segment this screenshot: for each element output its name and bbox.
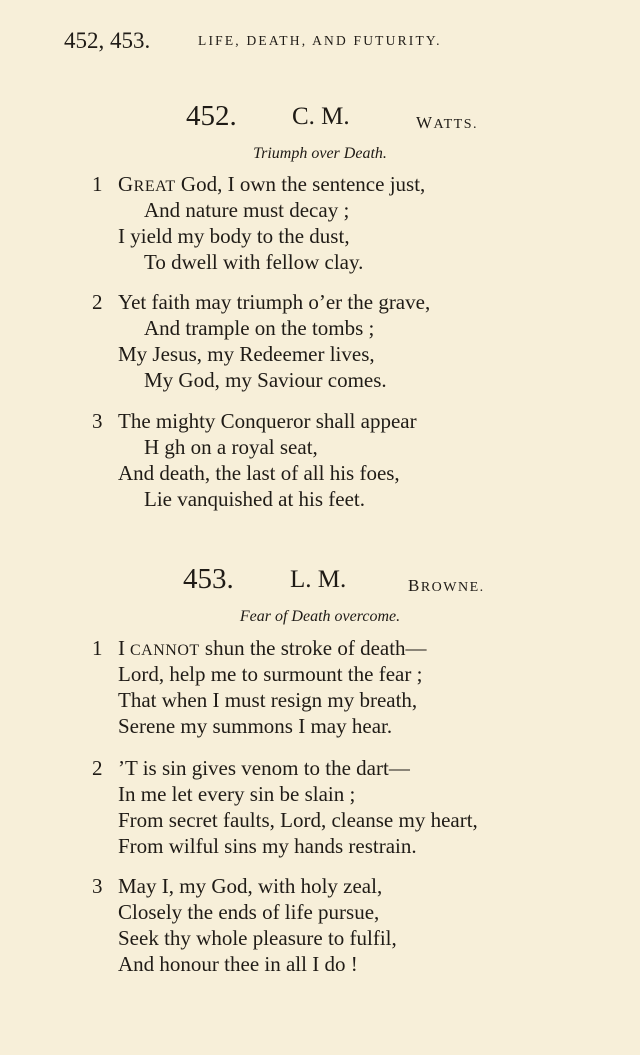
stanza-line: I yield my body to the dust, <box>118 224 350 248</box>
stanza-line: H gh on a royal seat, <box>144 435 318 459</box>
stanza-number: 1 <box>92 172 103 196</box>
stanza-line: And honour thee in all I do ! <box>118 952 358 976</box>
stanza-line: And trample on the tombs ; <box>144 316 375 340</box>
stanza-line: My God, my Saviour comes. <box>144 368 387 392</box>
hymn-header <box>0 563 640 603</box>
stanza-line: Closely the ends of life pursue, <box>118 900 380 924</box>
stanza-number: 2 <box>92 290 103 314</box>
stanza-line: In me let every sin be slain ; <box>118 782 356 806</box>
hymn-author: BROWNE. <box>408 576 485 595</box>
stanza-number: 1 <box>92 636 103 660</box>
stanza-line: May I, my God, with holy zeal, <box>118 874 383 898</box>
stanza-number: 2 <box>92 756 103 780</box>
stanza-line: To dwell with fellow clay. <box>144 250 364 274</box>
hymn-meter: C. M. <box>292 103 350 130</box>
stanza-line: Serene my summons I may hear. <box>118 714 393 738</box>
stanza-number: 3 <box>92 874 103 898</box>
stanza-line: Lie vanquished at his feet. <box>144 487 366 511</box>
stanza-line: And death, the last of all his foes, <box>118 461 400 485</box>
stanza-line: Seek thy whole pleasure to fulfil, <box>118 926 397 950</box>
stanza-line: Yet faith may triumph o’er the grave, <box>118 290 431 314</box>
stanza-line: I CANNOT shun the stroke of death— <box>118 636 427 660</box>
stanza-number: 3 <box>92 409 103 433</box>
small-caps-word: I CANNOT <box>118 636 200 660</box>
stanza-line: From secret faults, Lord, cleanse my heart, <box>118 808 478 832</box>
hymn-header <box>0 100 640 140</box>
stanza-line: GREAT God, I own the sentence just, <box>118 172 426 196</box>
hymn-subtitle: Triumph over Death. <box>253 145 387 162</box>
stanza-line: ’T is sin gives venom to the dart— <box>118 756 410 780</box>
small-caps-word: GREAT <box>118 172 176 196</box>
section-title: LIFE, DEATH, AND FUTURITY. <box>198 33 442 48</box>
page-numbers: 452, 453. <box>64 28 151 53</box>
hymn-author: WATTS. <box>416 113 478 132</box>
stanza-line: Lord, help me to surmount the fear ; <box>118 662 423 686</box>
hymn-subtitle: Fear of Death overcome. <box>239 608 401 625</box>
stanza-line: From wilful sins my hands restrain. <box>118 834 417 858</box>
hymn-number: 453. <box>183 563 234 595</box>
hymn-number: 452. <box>186 100 237 132</box>
hymn-meter: L. M. <box>290 566 347 593</box>
stanza-line: The mighty Conqueror shall appear <box>118 409 417 433</box>
stanza-line: My Jesus, my Redeemer lives, <box>118 342 375 366</box>
stanza-line: That when I must resign my breath, <box>118 688 418 712</box>
running-head <box>64 28 624 58</box>
stanza-line: And nature must decay ; <box>144 198 350 222</box>
